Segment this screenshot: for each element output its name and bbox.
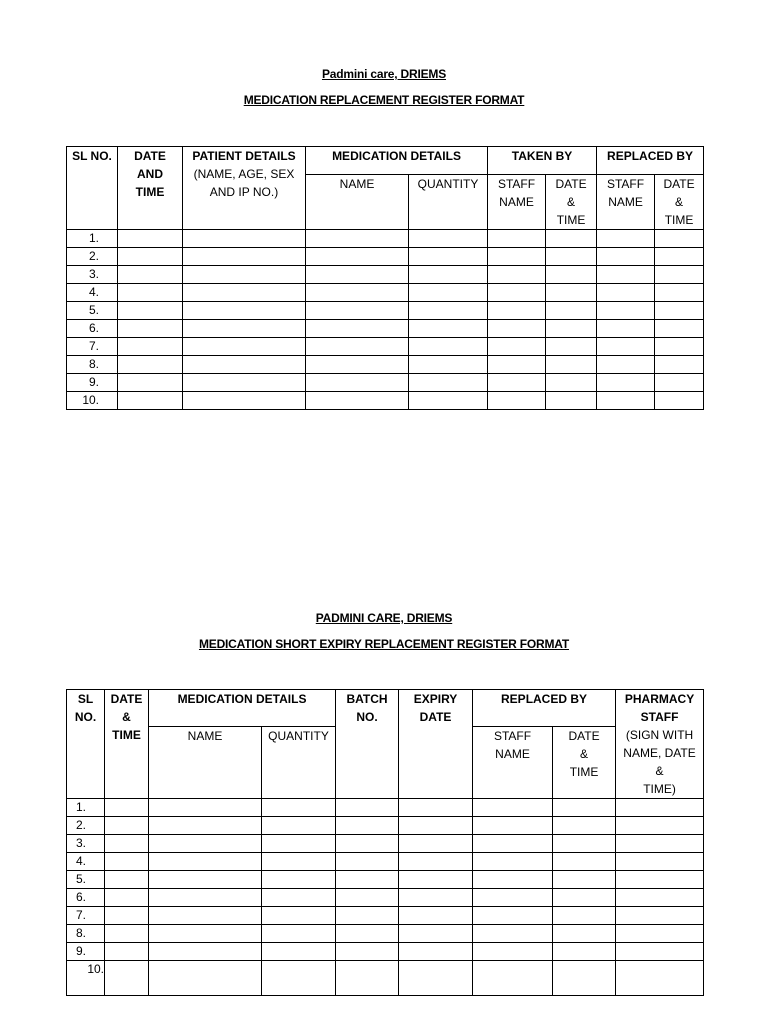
entry-cell[interactable] (553, 871, 616, 889)
entry-cell[interactable] (616, 853, 704, 871)
entry-cell[interactable] (118, 320, 183, 338)
entry-cell[interactable] (306, 320, 409, 338)
entry-cell[interactable] (149, 871, 262, 889)
header-medication-details: MEDICATION DETAILS (306, 147, 488, 175)
header-replaced-staff-name: STAFF NAME (473, 726, 553, 798)
entry-cell[interactable] (409, 338, 488, 356)
entry-cell[interactable] (597, 338, 655, 356)
header-date-and-time: DATE AND TIME (118, 147, 183, 230)
entry-cell[interactable] (399, 799, 473, 817)
entry-cell[interactable] (473, 799, 553, 817)
header-quantity: QUANTITY (262, 726, 336, 798)
entry-cell[interactable] (409, 230, 488, 248)
entry-cell[interactable] (655, 320, 704, 338)
row-number: 4. (67, 853, 105, 871)
entry-cell[interactable] (488, 266, 546, 284)
entry-cell[interactable] (546, 392, 597, 410)
entry-cell[interactable] (306, 302, 409, 320)
entry-cell[interactable] (105, 799, 149, 817)
table-row (67, 925, 704, 943)
entry-cell[interactable] (105, 817, 149, 835)
row-number: 5. (67, 302, 118, 320)
table-row (67, 835, 704, 853)
entry-cell[interactable] (409, 248, 488, 266)
entry-cell[interactable] (105, 925, 149, 943)
header-name: NAME (306, 175, 409, 230)
entry-cell[interactable] (597, 356, 655, 374)
entry-cell[interactable] (262, 925, 336, 943)
header-quantity: QUANTITY (409, 175, 488, 230)
form1-register-title: MEDICATION REPLACEMENT REGISTER FORMAT (243, 93, 525, 107)
header-replaced-staff-name: STAFF NAME (597, 175, 655, 230)
entry-cell[interactable] (306, 338, 409, 356)
entry-cell[interactable] (183, 392, 306, 410)
entry-cell[interactable] (488, 302, 546, 320)
header-medication-details: MEDICATION DETAILS (149, 690, 336, 727)
row-number: 3. (67, 835, 105, 853)
header-name: NAME (149, 726, 262, 798)
entry-cell[interactable] (655, 302, 704, 320)
table-row (67, 230, 704, 248)
table-row (67, 356, 704, 374)
entry-cell[interactable] (149, 889, 262, 907)
entry-cell[interactable] (262, 871, 336, 889)
row-number: 5. (67, 871, 105, 889)
entry-cell[interactable] (118, 284, 183, 302)
row-number: 10. (67, 392, 118, 410)
entry-cell[interactable] (655, 374, 704, 392)
header-expiry-date: EXPIRY DATE (399, 690, 473, 799)
entry-cell[interactable] (473, 853, 553, 871)
header-taken-by: TAKEN BY (488, 147, 597, 175)
entry-cell[interactable] (149, 907, 262, 925)
entry-cell[interactable] (473, 871, 553, 889)
table-row (67, 889, 704, 907)
form1-org-title: Padmini care, DRIEMS (321, 67, 447, 81)
entry-cell[interactable] (262, 943, 336, 961)
header-sl-no: SL NO. (67, 147, 118, 230)
entry-cell[interactable] (597, 284, 655, 302)
entry-cell[interactable] (553, 961, 616, 996)
entry-cell[interactable] (183, 248, 306, 266)
entry-cell[interactable] (409, 284, 488, 302)
entry-cell[interactable] (473, 961, 553, 996)
entry-cell[interactable] (183, 320, 306, 338)
table-row (67, 799, 704, 817)
short-expiry-replacement-table (66, 689, 704, 996)
entry-cell[interactable] (105, 871, 149, 889)
header-taken-staff-name: STAFF NAME (488, 175, 546, 230)
entry-cell[interactable] (553, 889, 616, 907)
entry-cell[interactable] (118, 374, 183, 392)
header-patient-details: PATIENT DETAILS (NAME, AGE, SEX AND IP NO.) (183, 147, 306, 230)
row-number: 6. (67, 320, 118, 338)
table-row (67, 374, 704, 392)
entry-cell[interactable] (546, 320, 597, 338)
header-batch-no: BATCH NO. (336, 690, 399, 799)
entry-cell[interactable] (149, 943, 262, 961)
header-replaced-by: REPLACED BY (597, 147, 704, 175)
entry-cell[interactable] (336, 889, 399, 907)
row-number: 10. (67, 961, 105, 996)
entry-cell[interactable] (546, 356, 597, 374)
entry-cell[interactable] (183, 338, 306, 356)
entry-cell[interactable] (546, 266, 597, 284)
table-row (67, 302, 704, 320)
entry-cell[interactable] (488, 338, 546, 356)
entry-cell[interactable] (655, 338, 704, 356)
form2-register-title: MEDICATION SHORT EXPIRY REPLACEMENT REGISTER FORMAT (198, 637, 570, 651)
entry-cell[interactable] (546, 374, 597, 392)
entry-cell[interactable] (655, 230, 704, 248)
entry-cell[interactable] (306, 230, 409, 248)
row-number: 8. (67, 925, 105, 943)
entry-cell[interactable] (306, 248, 409, 266)
entry-cell[interactable] (597, 266, 655, 284)
entry-cell[interactable] (399, 817, 473, 835)
entry-cell[interactable] (105, 853, 149, 871)
entry-cell[interactable] (616, 871, 704, 889)
entry-cell[interactable] (597, 392, 655, 410)
entry-cell[interactable] (149, 961, 262, 996)
entry-cell[interactable] (655, 266, 704, 284)
entry-cell[interactable] (306, 374, 409, 392)
entry-cell[interactable] (306, 356, 409, 374)
entry-cell[interactable] (336, 925, 399, 943)
row-number: 2. (67, 248, 118, 266)
entry-cell[interactable] (616, 961, 704, 996)
entry-cell[interactable] (597, 374, 655, 392)
entry-cell[interactable] (553, 907, 616, 925)
row-number: 9. (67, 374, 118, 392)
header-pharmacy-staff: PHARMACY STAFF (SIGN WITH NAME, DATE & TIME) (616, 690, 704, 799)
entry-cell[interactable] (399, 943, 473, 961)
entry-cell[interactable] (183, 356, 306, 374)
entry-cell[interactable] (399, 961, 473, 996)
entry-cell[interactable] (306, 266, 409, 284)
entry-cell[interactable] (616, 835, 704, 853)
entry-cell[interactable] (488, 248, 546, 266)
entry-cell[interactable] (118, 266, 183, 284)
entry-cell[interactable] (262, 853, 336, 871)
row-number: 7. (67, 907, 105, 925)
entry-cell[interactable] (149, 853, 262, 871)
entry-cell[interactable] (149, 925, 262, 943)
entry-cell[interactable] (616, 907, 704, 925)
table-row (67, 284, 704, 302)
entry-cell[interactable] (473, 817, 553, 835)
entry-cell[interactable] (262, 907, 336, 925)
entry-cell[interactable] (105, 943, 149, 961)
entry-cell[interactable] (553, 943, 616, 961)
entry-cell[interactable] (553, 817, 616, 835)
entry-cell[interactable] (616, 799, 704, 817)
entry-cell[interactable] (183, 284, 306, 302)
entry-cell[interactable] (616, 943, 704, 961)
row-number: 9. (67, 943, 105, 961)
header-sl-no: SL NO. (67, 690, 105, 799)
table-row (67, 338, 704, 356)
header-replaced-by: REPLACED BY (473, 690, 616, 727)
entry-cell[interactable] (399, 871, 473, 889)
entry-cell[interactable] (118, 356, 183, 374)
entry-cell[interactable] (409, 302, 488, 320)
entry-cell[interactable] (473, 925, 553, 943)
entry-cell[interactable] (473, 907, 553, 925)
entry-cell[interactable] (262, 889, 336, 907)
entry-cell[interactable] (336, 907, 399, 925)
form2-org-title: PADMINI CARE, DRIEMS (315, 611, 453, 625)
entry-cell[interactable] (118, 302, 183, 320)
entry-cell[interactable] (488, 356, 546, 374)
entry-cell[interactable] (546, 302, 597, 320)
entry-cell[interactable] (409, 374, 488, 392)
entry-cell[interactable] (183, 374, 306, 392)
entry-cell[interactable] (546, 338, 597, 356)
entry-cell[interactable] (306, 392, 409, 410)
entry-cell[interactable] (262, 835, 336, 853)
entry-cell[interactable] (546, 248, 597, 266)
entry-cell[interactable] (553, 853, 616, 871)
entry-cell[interactable] (149, 817, 262, 835)
header-replaced-date-time: DATE & TIME (655, 175, 704, 230)
entry-cell[interactable] (336, 817, 399, 835)
entry-cell[interactable] (473, 835, 553, 853)
table-row (67, 853, 704, 871)
entry-cell[interactable] (105, 835, 149, 853)
entry-cell[interactable] (597, 248, 655, 266)
entry-cell[interactable] (399, 907, 473, 925)
entry-cell[interactable] (399, 853, 473, 871)
medication-replacement-table (66, 146, 704, 410)
entry-cell[interactable] (546, 230, 597, 248)
row-number: 4. (67, 284, 118, 302)
row-number: 2. (67, 817, 105, 835)
entry-cell[interactable] (105, 961, 149, 996)
table-row (67, 943, 704, 961)
entry-cell[interactable] (409, 356, 488, 374)
entry-cell[interactable] (262, 817, 336, 835)
entry-cell[interactable] (616, 889, 704, 907)
entry-cell[interactable] (616, 817, 704, 835)
table-row (67, 266, 704, 284)
entry-cell[interactable] (655, 284, 704, 302)
row-number: 7. (67, 338, 118, 356)
entry-cell[interactable] (262, 961, 336, 996)
header-taken-date-time: DATE & TIME (546, 175, 597, 230)
entry-cell[interactable] (118, 392, 183, 410)
row-number: 8. (67, 356, 118, 374)
table-row (67, 871, 704, 889)
table-row (67, 817, 704, 835)
entry-cell[interactable] (262, 799, 336, 817)
entry-cell[interactable] (118, 248, 183, 266)
entry-cell[interactable] (336, 853, 399, 871)
entry-cell[interactable] (597, 320, 655, 338)
entry-cell[interactable] (409, 392, 488, 410)
table-row (67, 248, 704, 266)
table-row (67, 392, 704, 410)
entry-cell[interactable] (597, 302, 655, 320)
entry-cell[interactable] (149, 799, 262, 817)
entry-cell[interactable] (553, 835, 616, 853)
header-date-time: DATE & TIME (105, 690, 149, 799)
entry-cell[interactable] (149, 835, 262, 853)
entry-cell[interactable] (655, 392, 704, 410)
entry-cell[interactable] (473, 889, 553, 907)
entry-cell[interactable] (553, 925, 616, 943)
entry-cell[interactable] (118, 338, 183, 356)
entry-cell[interactable] (488, 392, 546, 410)
table-row (67, 907, 704, 925)
entry-cell[interactable] (118, 230, 183, 248)
entry-cell[interactable] (183, 230, 306, 248)
entry-cell[interactable] (105, 907, 149, 925)
entry-cell[interactable] (336, 835, 399, 853)
entry-cell[interactable] (488, 284, 546, 302)
entry-cell[interactable] (488, 374, 546, 392)
table-row (67, 961, 704, 996)
entry-cell[interactable] (336, 871, 399, 889)
entry-cell[interactable] (399, 925, 473, 943)
entry-cell[interactable] (409, 266, 488, 284)
entry-cell[interactable] (553, 799, 616, 817)
entry-cell[interactable] (655, 248, 704, 266)
entry-cell[interactable] (488, 230, 546, 248)
header-replaced-date-time: DATE & TIME (553, 726, 616, 798)
entry-cell[interactable] (183, 302, 306, 320)
entry-cell[interactable] (399, 889, 473, 907)
entry-cell[interactable] (306, 284, 409, 302)
entry-cell[interactable] (183, 266, 306, 284)
row-number: 1. (67, 799, 105, 817)
entry-cell[interactable] (336, 943, 399, 961)
entry-cell[interactable] (546, 284, 597, 302)
entry-cell[interactable] (473, 943, 553, 961)
entry-cell[interactable] (488, 320, 546, 338)
row-number: 3. (67, 266, 118, 284)
entry-cell[interactable] (336, 961, 399, 996)
entry-cell[interactable] (655, 356, 704, 374)
entry-cell[interactable] (597, 230, 655, 248)
entry-cell[interactable] (616, 925, 704, 943)
row-number: 6. (67, 889, 105, 907)
row-number: 1. (67, 230, 118, 248)
entry-cell[interactable] (105, 889, 149, 907)
entry-cell[interactable] (409, 320, 488, 338)
entry-cell[interactable] (336, 799, 399, 817)
entry-cell[interactable] (399, 835, 473, 853)
table-row (67, 320, 704, 338)
